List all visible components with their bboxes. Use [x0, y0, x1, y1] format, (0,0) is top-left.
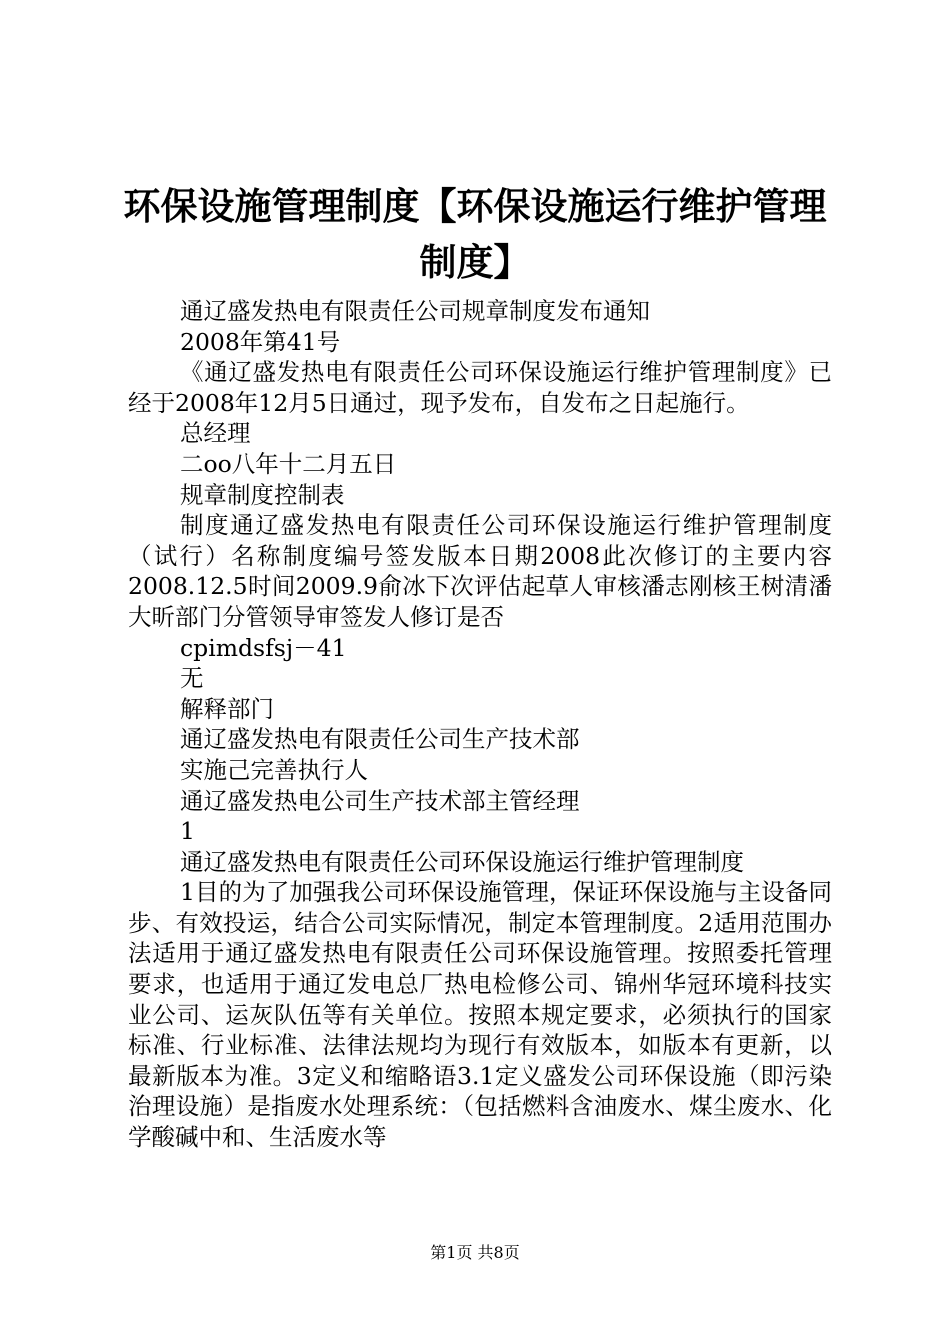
control-details: 制度通辽盛发热电有限责任公司环保设施运行维护管理制度（试行）名称制度编号签发版本日期2008此次修订的主要内容2008.12.5时间2009.9俞冰下次评估起草人审核潘志刚核王树清潘大昕部门分管领导审签发人修订是否: [128, 511, 832, 631]
notice-text: 《通辽盛发热电有限责任公司环保设施运行维护管理制度》已经于2008年12月5日通过，现予发布，自发布之日起施行。: [128, 358, 832, 417]
document-title: 环保设施管理制度【环保设施运行维护管理制度】: [123, 184, 827, 284]
page-footer: 第1页 共8页: [430, 1243, 520, 1262]
page-marker: 1: [180, 817, 195, 846]
none-text: 无: [180, 664, 204, 693]
document-code: cpimdsfsj－41: [180, 633, 347, 662]
control-table-heading: 规章制度控制表: [180, 480, 345, 509]
executor-label: 实施己完善执行人: [180, 755, 368, 784]
executor: 通辽盛发热电公司生产技术部主管经理: [180, 786, 580, 815]
interpret-dept: 通辽盛发热电有限责任公司生产技术部: [180, 725, 580, 754]
interpret-dept-label: 解释部门: [180, 694, 274, 723]
issue-date: 二oo八年十二月五日: [180, 449, 397, 478]
notice-title: 通辽盛发热电有限责任公司规章制度发布通知: [180, 297, 650, 325]
signer: 总经理: [180, 419, 251, 448]
system-title: 通辽盛发热电有限责任公司环保设施运行维护管理制度: [180, 847, 744, 876]
notice-number: 2008年第41号: [180, 327, 341, 356]
system-body: 1目的为了加强我公司环保设施管理，保证环保设施与主设备同步、有效投运，结合公司实际情况，制定本管理制度。2适用范围办法适用于通辽盛发热电有限责任公司环保设施管理。按照委托管理要求，也适用于通辽发电总厂热电检修公司、锦州华冠环境科技实业公司、运灰队伍等有关单位。按照本规定要求，必须执行的国家标准、行业标准、法律法规均为现行有效版本，如版本有更新，以最新版本为准。3定义和缩略语3.1定义盛发公司环保设施（即污染治理设施）是指废水处理系统：（包括燃料含油废水、煤尘废水、化学酸碱中和、生活废水等: [128, 878, 832, 1152]
document-body: [128, 296, 832, 1153]
